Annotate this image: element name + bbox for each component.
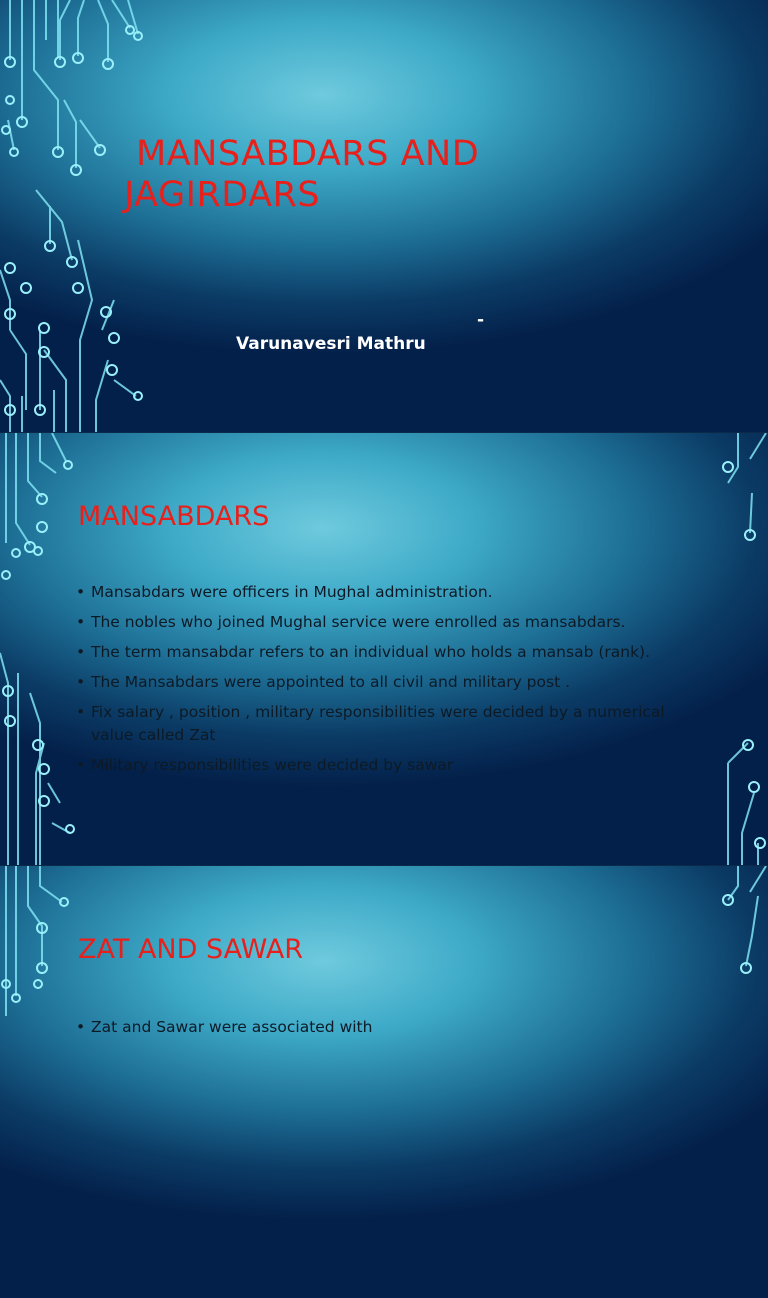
bullet-list — [76, 581, 676, 784]
list-item: • The term mansabdar refers to an individual who holds a mansab (rank). — [76, 641, 676, 664]
circuit-decoration-left — [0, 0, 160, 432]
list-item: • Fix salary , position , military responsibilities were decided by a numerical value called Zat — [76, 701, 676, 747]
circuit-decoration-left — [0, 433, 80, 865]
list-item: • The Mansabdars were appointed to all civil and military post . — [76, 671, 676, 694]
list-item: • Military responsibilities were decided by sawar — [76, 754, 676, 777]
title-slide — [0, 0, 768, 432]
title-line-2: JAGIRDARS — [124, 175, 321, 215]
title-line-1: MANSABDARS AND — [136, 134, 480, 174]
slide-heading: ZAT AND SAWAR — [78, 934, 304, 965]
author-name: Varunavesri Mathru — [236, 334, 426, 354]
bullet-list — [76, 1016, 676, 1046]
author-dash: - — [477, 310, 485, 330]
slide-heading: MANSABDARS — [78, 501, 270, 532]
list-item: • Zat and Sawar were associated with — [76, 1016, 676, 1039]
mansabdars-slide — [0, 433, 768, 865]
list-item: • Mansabdars were officers in Mughal administration. — [76, 581, 676, 604]
zat-and-sawar-slide — [0, 866, 768, 1298]
presentation-title — [124, 134, 644, 216]
circuit-decoration-left — [0, 866, 80, 1026]
circuit-decoration-right — [708, 866, 768, 1026]
list-item: • The nobles who joined Mughal service were enrolled as mansabdars. — [76, 611, 676, 634]
circuit-decoration-right — [708, 433, 768, 865]
